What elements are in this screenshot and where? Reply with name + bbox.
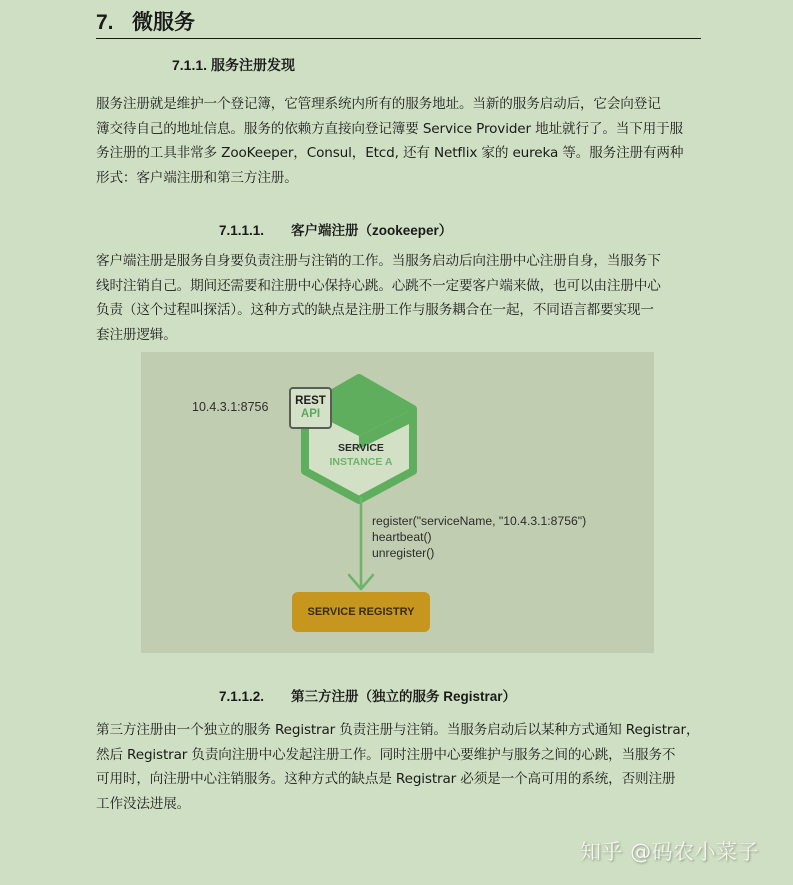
rest-api-box: [289, 387, 332, 429]
section-title: 服务注册发现: [211, 57, 296, 73]
section-heading: [172, 55, 295, 75]
rest-label: REST: [295, 395, 326, 407]
client-registration-paragraph: [96, 249, 702, 347]
paragraph-line: 工作没法进展。: [96, 795, 191, 812]
heartbeat-call: heartbeat(): [372, 530, 432, 544]
service-instance-label: [319, 442, 403, 469]
register-call: register("serviceName, "10.4.3.1:8756"): [372, 514, 587, 528]
service-registration-diagram: [141, 352, 654, 653]
paragraph-line: 务注册的工具非常多 ZooKeeper，Consul，Etcd, 还有 Netflix 家的 eureka 等。服务注册有两种: [96, 145, 684, 161]
watermark: 知乎 @码农小菜子: [580, 840, 760, 864]
chapter-number: 7.: [96, 11, 114, 34]
intro-paragraph: [96, 92, 702, 190]
paragraph-line: 负责（这个过程叫探活）。这种方式的缺点是注册工作与服务耦合在一起，不同语言都要实现一: [96, 302, 654, 318]
paragraph-line: 第三方注册由一个独立的服务 Registrar 负责注册与注销。当服务启动后以某种方式通知 Registrar，: [96, 722, 700, 738]
paragraph-line: 可用时，向注册中心注销服务。这种方式的缺点是 Registrar 必须是一个高可用的系统，否则注册: [96, 771, 676, 787]
subsection-number: 7.1.1.1.: [219, 223, 265, 238]
paragraph-line: 服务注册就是维护一个登记簿，它管理系统内所有的服务地址。当新的服务启动后，它会向登记: [96, 96, 661, 112]
paragraph-line: 簿交待自己的地址信息。服务的依赖方直接向登记簿要 Service Provider 地址就行了。当下用于服: [96, 120, 683, 137]
instance-text: INSTANCE A: [329, 455, 393, 468]
subsection-title: 客户端注册（zookeeper）: [291, 223, 453, 238]
service-text: SERVICE: [338, 442, 384, 454]
chapter-heading: [96, 10, 701, 39]
api-label: API: [300, 408, 321, 420]
service-registry-box: SERVICE REGISTRY: [292, 592, 430, 632]
ip-address-label: 10.4.3.1:8756: [192, 400, 269, 414]
subsection-title: 第三方注册（独立的服务 Registrar）: [291, 689, 517, 704]
subsection-heading-client: [219, 221, 452, 241]
subsection-number: 7.1.1.2.: [219, 689, 265, 704]
paragraph-line: 线时注销自己。期间还需要和注册中心保持心跳。心跳不一定要客户端来做，也可以由注册中心: [96, 277, 661, 294]
chapter-title: 微服务: [132, 11, 195, 34]
api-calls-list: [372, 513, 586, 561]
paragraph-line: 客户端注册是服务自身要负责注册与注销的工作。当服务启动后向注册中心注册自身，当服务下: [96, 253, 661, 269]
third-party-registration-paragraph: [96, 718, 702, 816]
section-number: 7.1.1.: [172, 57, 208, 73]
paragraph-line: 套注册逻辑。: [96, 326, 177, 343]
subsection-heading-third-party: [219, 687, 516, 707]
unregister-call: unregister(): [372, 546, 435, 560]
paragraph-line: 形式：客户端注册和第三方注册。: [96, 169, 298, 186]
paragraph-line: 然后 Registrar 负责向注册中心发起注册工作。同时注册中心要维护与服务之间的心跳，当服务不: [96, 746, 676, 763]
